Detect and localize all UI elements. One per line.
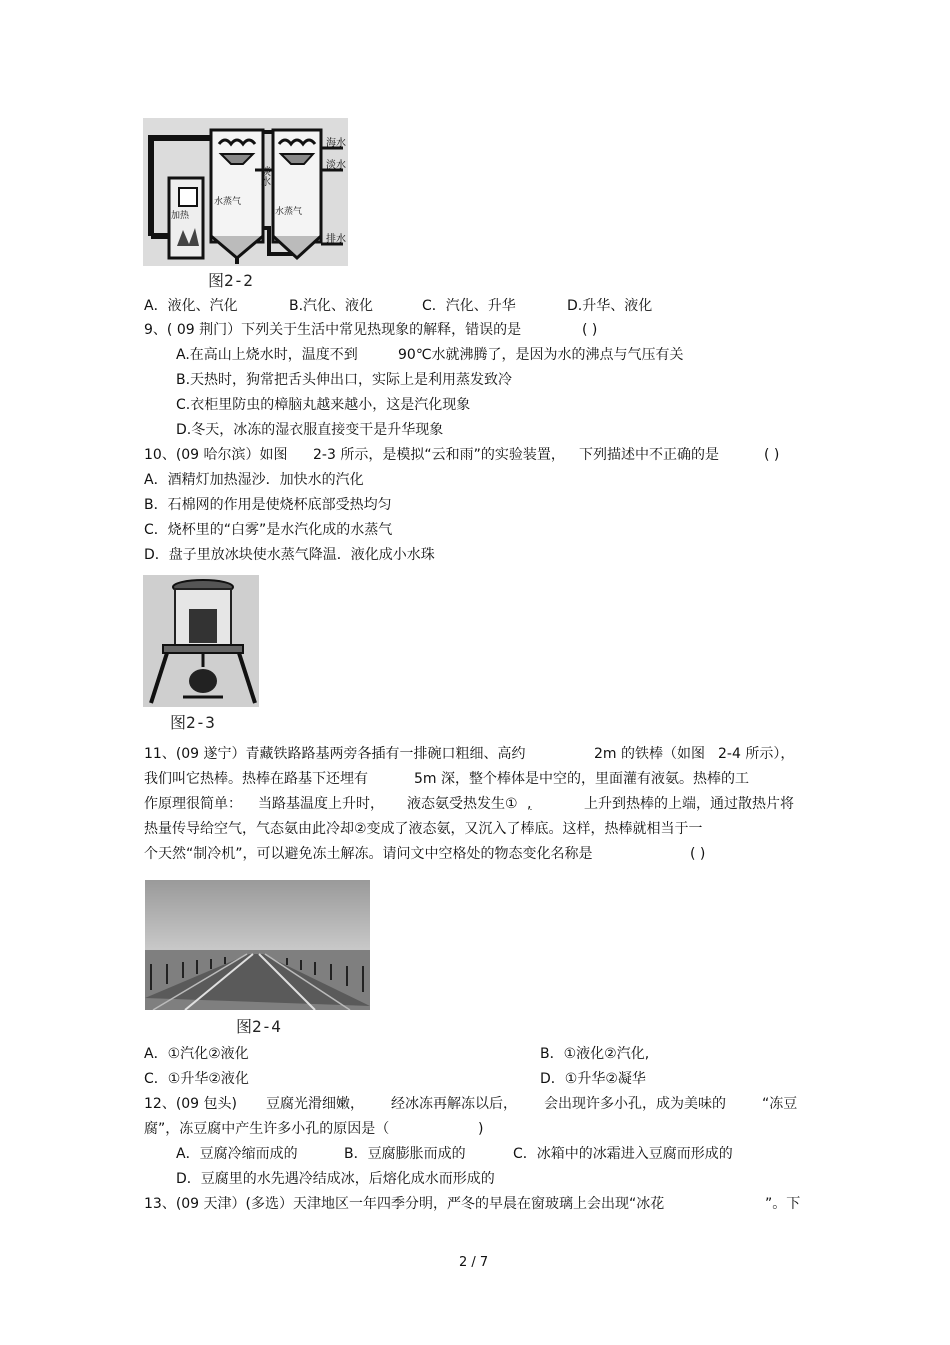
q11-option-d: D．①升华②凝华 (540, 1071, 646, 1087)
q9-option-a: A.在高山上烧水时，温度不到 (176, 347, 358, 363)
q11-option-a: A．①汽化②液化 (144, 1046, 249, 1062)
figure-2-3 (143, 575, 259, 707)
q8-option-b: B.汽化、液化 (289, 298, 374, 314)
q12-line2: 腐”，冻豆腐中产生许多小孔的原因是（ (144, 1121, 390, 1137)
q12-line1d: 会出现许多小孔，成为美味的 (544, 1096, 726, 1112)
q11-blank-1: , (527, 796, 532, 812)
q8-option-c: C．汽化、升华 (422, 298, 516, 314)
q11-line3c: 液态氨受热发生① (407, 796, 518, 812)
page-number: 2 / 7 (459, 1255, 489, 1270)
q11-line3a: 作原理很简单： (144, 796, 242, 812)
q10-option-d: D．盘子里放冰块使水蒸气降温．液化成小水珠 (144, 547, 435, 563)
q11-line5: 个天然“制冷机”，可以避免冻土解冻。请问文中空格处的物态变化名称是 (144, 846, 593, 862)
label-freshwater-mid: 淡水 (258, 166, 270, 186)
label-heat: 加热 (171, 211, 190, 221)
label-seawater: 海水 (326, 138, 346, 149)
q9-option-c: C.衣柜里防虫的樟脑丸越来越小，这是汽化现象 (176, 397, 471, 413)
figure-2-4 (145, 880, 370, 1010)
q11-line2a: 我们叫它热棒。热棒在路基下还埋有 (144, 771, 368, 787)
figure-2-3-diagram (143, 575, 259, 707)
q10-option-a: A．酒精灯加热湿沙．加快水的汽化 (144, 472, 364, 488)
q10-stem-c: 下列描述中不正确的是 (579, 447, 719, 463)
q11-line1c: 2-4 所示）， (718, 746, 795, 762)
q9-option-d: D.冬天，冰冻的湿衣服直接变干是升华现象 (176, 422, 444, 438)
q11-line3d: 上升到热棒的上端，通过散热片将 (584, 796, 794, 812)
q11-line1a: 11、(09 遂宁）青藏铁路路基两旁各插有一排碗口粗细、高约 (144, 746, 526, 762)
figure-2-2 (143, 118, 348, 266)
figure-2-2-diagram (143, 118, 348, 266)
q10-option-b: B．石棉网的作用是使烧杯底部受热均匀 (144, 497, 392, 513)
figure-2-3-caption: 图2-3 (170, 713, 215, 732)
q12-option-c: C．冰箱中的冰霜进入豆腐而形成的 (513, 1146, 733, 1162)
q11-option-c: C．①升华②液化 (144, 1071, 249, 1087)
q10-stem-b: 2-3 所示，是模拟“云和雨”的实验装置， (313, 447, 565, 463)
q11-line4: 热量传导给空气，气态氨由此冷却②变成了液态氨，又沉入了棒底。这样，热棒就相当于一 (144, 821, 703, 837)
q11-paren: ( ) (690, 846, 706, 862)
q9-option-b: B.天热时，狗常把舌头伸出口，实际上是利用蒸发致冷 (176, 372, 513, 388)
q11-option-b: B．①液化②汽化, (540, 1046, 650, 1062)
q11-line3b: 当路基温度上升时， (258, 796, 384, 812)
label-freshwater-right: 淡水 (326, 160, 346, 171)
figure-2-4-caption: 图2-4 (236, 1017, 281, 1036)
q13-stem-end: ”。下 (765, 1196, 801, 1212)
q12-option-d: D．豆腐里的水先遇冷结成冰，后熔化成水而形成的 (176, 1171, 495, 1187)
q9-paren: ( ) (582, 322, 598, 338)
q11-line1b: 2m 的铁棒（如图 (594, 746, 705, 762)
q12-paren: ) (478, 1121, 484, 1137)
q11-line2b: 5m 深，整个棒体是中空的，里面灌有液氨。热棒的工 (414, 771, 749, 787)
q10-paren: ( ) (764, 447, 780, 463)
q9-option-a-cont: 90℃水就沸腾了，是因为水的沸点与气压有关 (398, 347, 684, 363)
q12-line1a: 12、(09 包头) (144, 1096, 238, 1112)
label-steam-2: 水蒸气 (275, 207, 303, 217)
q8-option-a: A．液化、汽化 (144, 298, 238, 314)
q12-option-b: B．豆腐膨胀而成的 (344, 1146, 466, 1162)
q12-option-a: A．豆腐冷缩而成的 (176, 1146, 298, 1162)
q8-option-d: D.升华、液化 (567, 298, 653, 314)
label-drain: 排水 (326, 234, 346, 245)
label-steam-1: 水蒸气 (214, 197, 242, 207)
q9-stem: 9、( 09 荆门）下列关于生活中常见热现象的解释，错误的是 (144, 322, 522, 338)
q12-line1b: 豆腐光滑细嫩， (266, 1096, 364, 1112)
figure-2-2-caption: 图2-2 (208, 271, 253, 290)
q12-line1e: “冻豆 (762, 1096, 798, 1112)
q10-stem-a: 10、(09 哈尔滨）如图 (144, 447, 288, 463)
q13-stem: 13、(09 天津）(多选）天津地区一年四季分明，严冬的早晨在窗玻璃上会出现“冰花 (144, 1196, 665, 1212)
figure-2-4-photo (145, 880, 370, 1010)
q12-line1c: 经冰冻再解冻以后， (391, 1096, 517, 1112)
q10-option-c: C．烧杯里的“白雾”是水汽化成的水蒸气 (144, 522, 393, 538)
